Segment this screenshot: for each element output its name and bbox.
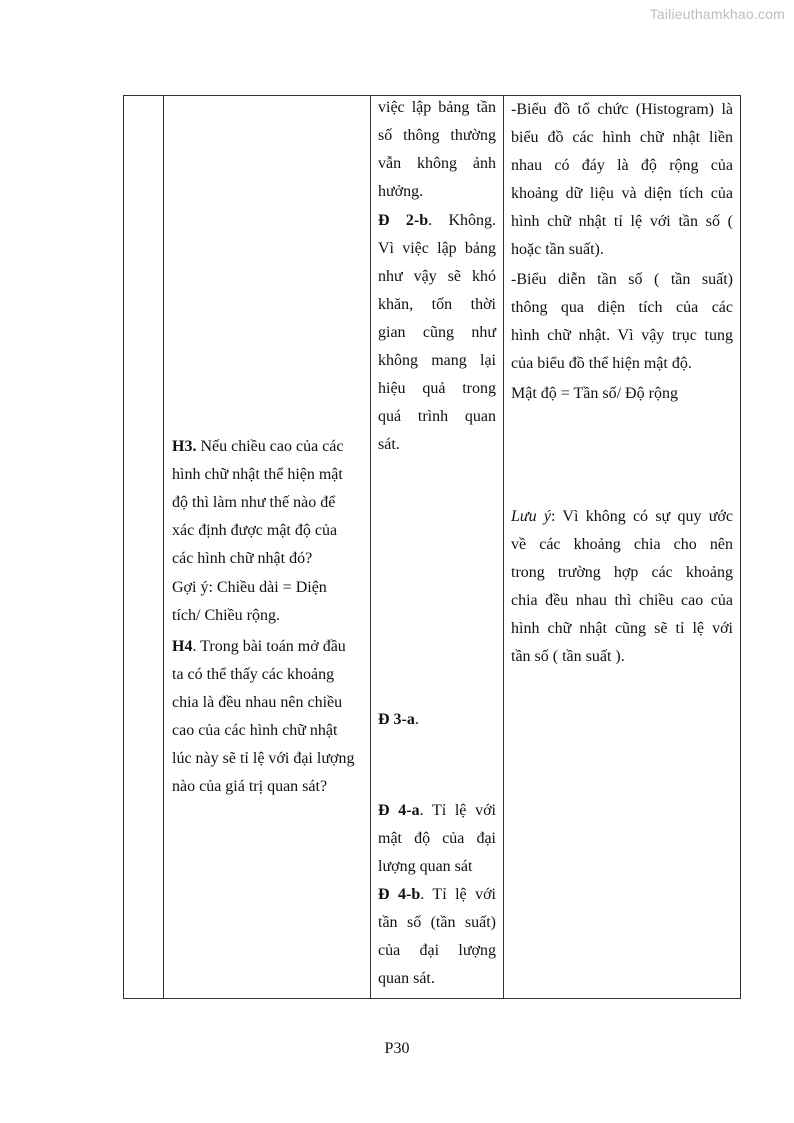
lesson-table <box>123 95 741 999</box>
watermark-text: Tailieuthamkhao.com <box>649 6 785 22</box>
d2b-label: Đ 2-b <box>378 212 429 229</box>
conclusion-cell <box>504 96 741 999</box>
note-paragraph: Lưu ý: Vì không có sự quy ước về các khoảng chia cho nên trong trường hợp các khoảng chia đều nhau thì chiều cao của hình chữ nhật cũng sẽ tỉ lệ với tần số ( tần suất ). <box>511 508 733 665</box>
page-number: P30 <box>384 1040 410 1057</box>
answer-d3a: Đ 3-a. <box>378 711 419 728</box>
answer-continuation: việc lập bảng tần số thông thường vẫn không ảnh hưởng. <box>378 99 496 200</box>
h4-label: H4 <box>172 638 193 655</box>
question-h3: H3. Nếu chiều cao của các hình chữ nhật thể hiện mật độ thì làm như thế nào để xác định được mật độ của các hình chữ nhật đó? <box>172 438 344 567</box>
d4a-label: Đ 4-a <box>378 802 420 819</box>
blank-column-cell <box>124 96 164 999</box>
histogram-definition: -Biểu đồ tổ chức (Histogram) là biểu đồ các hình chữ nhật liền nhau có đáy là độ rộng của khoảng dữ liệu và diện tích của hình chữ nhật tỉ lệ với tần số ( hoặc tần suất). <box>511 101 733 258</box>
density-formula: Mật độ = Tần số/ Độ rộng <box>511 385 678 402</box>
d4b-label: Đ 4-b <box>378 886 421 903</box>
answer-d4b: Đ 4-b. Tỉ lệ với tần số (tần suất) của đại lượng quan sát. <box>378 886 497 987</box>
teacher-questions-cell <box>164 96 371 999</box>
table-row <box>124 96 741 999</box>
hint-text: Gợi ý: Chiều dài = Diện tích/ Chiều rộng. <box>172 579 327 624</box>
answer-d2b: Đ 2-b. Không. Vì việc lập bảng như vậy sẽ khó khăn, tốn thời gian cũng như không mang lại hiệu quả trong quá trình quan sát. <box>378 212 496 453</box>
question-h4: H4. Trong bài toán mở đầu ta có thể thấy các khoảng chia là đều nhau nên chiều cao của các hình chữ nhật lúc này sẽ tỉ lệ với đại lượng nào của giá trị quan sát? <box>172 638 355 795</box>
d3a-label: Đ 3-a <box>378 711 415 728</box>
student-answers-cell <box>371 96 504 999</box>
note-label: Lưu ý <box>511 508 551 525</box>
answer-d4a: Đ 4-a. Tỉ lệ với mật độ của đại lượng quan sát <box>378 802 496 875</box>
h3-label: H3. <box>172 438 197 455</box>
frequency-representation: -Biểu diễn tần số ( tần suất) thông qua diện tích của các hình chữ nhật. Vì vậy trục tung của biểu đồ thể hiện mật độ. <box>511 271 733 372</box>
